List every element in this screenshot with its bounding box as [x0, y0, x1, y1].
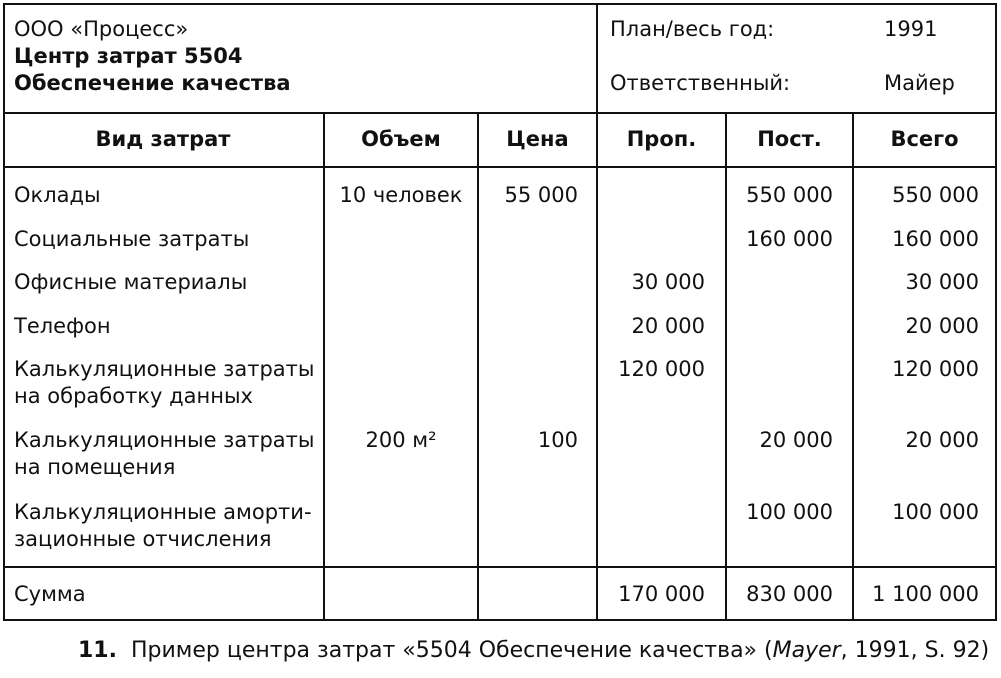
row-1-total: 550 000	[892, 183, 979, 207]
row-2-total: 160 000	[892, 227, 979, 251]
row-3-type-line-1: Офисные материалы	[14, 270, 248, 294]
row-7-type-line-1: Калькуляционные аморти-	[14, 500, 312, 524]
row-5-prop: 120 000	[618, 357, 705, 381]
column-header-type: Вид затрат	[95, 127, 231, 151]
row-5-total: 120 000	[892, 357, 979, 381]
row-5-type-line-2: на обработку данных	[14, 384, 253, 408]
column-header-fixed: Пост.	[757, 127, 822, 151]
plan-value: 1991	[884, 17, 938, 41]
row-7-total: 100 000	[892, 500, 979, 524]
row-4-prop: 20 000	[631, 314, 705, 338]
sum-total: 1 100 000	[872, 582, 979, 606]
cost-center-id: Центр затрат 5504	[14, 44, 243, 68]
column-header-divider	[3, 166, 997, 168]
row-2-type-line-1: Социальные затраты	[14, 227, 250, 251]
row-4-type-line-1: Телефон	[14, 314, 111, 338]
header-divider	[3, 112, 997, 114]
row-4-total: 20 000	[905, 314, 979, 338]
figure-caption	[78, 636, 989, 666]
row-5-type-line-1: Калькуляционные затраты	[14, 357, 315, 381]
row-6-volume: 200 м²	[365, 428, 437, 452]
sum-divider	[3, 566, 997, 568]
responsible-value: Майер	[884, 71, 955, 95]
column-header-price: Цена	[506, 127, 569, 151]
sum-prop: 170 000	[618, 582, 705, 606]
column-header-total: Всего	[890, 127, 959, 151]
column-header-volume: Объем	[361, 127, 441, 151]
cost-center-name: Обеспечение качества	[14, 71, 291, 95]
row-7-fixed: 100 000	[746, 500, 833, 524]
caption-author: Mayer	[772, 638, 841, 663]
row-1-price: 55 000	[504, 183, 578, 207]
header-split-line	[596, 3, 598, 621]
row-1-fixed: 550 000	[746, 183, 833, 207]
company-name: ООО «Процесс»	[14, 17, 189, 41]
column-header-prop: Проп.	[626, 127, 697, 151]
row-1-volume: 10 человек	[339, 183, 463, 207]
row-6-price: 100	[537, 428, 578, 452]
sum-fixed: 830 000	[746, 582, 833, 606]
row-6-type-line-2: на помещения	[14, 455, 176, 479]
responsible-label: Ответственный:	[610, 71, 791, 95]
row-1-type-line-1: Оклады	[14, 183, 101, 207]
row-6-total: 20 000	[905, 428, 979, 452]
row-7-type-line-2: зационные отчисления	[14, 527, 272, 551]
sum-label: Сумма	[14, 582, 86, 606]
caption-rest: , 1991, S. 92)	[840, 638, 990, 663]
caption-text: Пример центра затрат «5504 Обеспечение качества» (	[130, 638, 773, 663]
caption-number: 11.	[78, 638, 117, 663]
row-3-total: 30 000	[905, 270, 979, 294]
row-3-prop: 30 000	[631, 270, 705, 294]
plan-label: План/весь год:	[610, 17, 775, 41]
row-6-fixed: 20 000	[759, 428, 833, 452]
row-2-fixed: 160 000	[746, 227, 833, 251]
row-6-type-line-1: Калькуляционные затраты	[14, 428, 315, 452]
